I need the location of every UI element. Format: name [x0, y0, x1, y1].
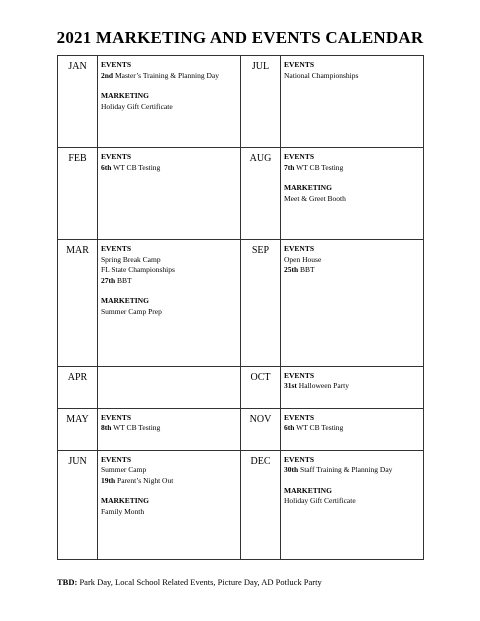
month-name: FEB [68, 153, 87, 165]
event-item [284, 255, 420, 266]
month-name: JUN [68, 455, 87, 467]
event-item [284, 71, 420, 82]
month-details-apr [98, 366, 241, 408]
marketing-item: Holiday Gift Certificate [284, 496, 356, 506]
month-cell-mar [58, 240, 98, 366]
marketing-label: MARKETING [284, 485, 332, 495]
month-cell-jan [58, 56, 98, 148]
event-day: 6th [101, 162, 112, 172]
month-details-sep [281, 240, 424, 366]
month-details-nov [281, 408, 424, 450]
event-item [101, 465, 237, 476]
event-item [101, 276, 237, 287]
month-cell-sep [241, 240, 281, 366]
month-cell-nov [241, 408, 281, 450]
marketing-label: MARKETING [284, 183, 332, 193]
month-name: JAN [68, 61, 87, 72]
calendar-row [58, 240, 424, 366]
events-label: EVENTS [284, 412, 315, 422]
month-details-jul [281, 56, 424, 148]
event-item [284, 381, 420, 392]
event-text: WT CB Testing [294, 162, 344, 172]
month-details-feb [98, 148, 241, 240]
event-day: 7th [284, 162, 295, 172]
marketing-label: MARKETING [101, 91, 149, 100]
month-details-may [98, 408, 241, 450]
events-label: EVENTS [101, 60, 132, 69]
events-label: EVENTS [284, 152, 315, 162]
calendar-row [58, 366, 424, 408]
event-day: 2nd [101, 70, 114, 80]
event-text: Parent’s Night Out [115, 475, 174, 485]
events-label: EVENTS [101, 454, 132, 464]
month-cell-aug [241, 148, 281, 240]
month-name: NOV [249, 413, 272, 425]
event-text: Summer Camp [101, 465, 147, 475]
month-cell-may [58, 408, 98, 450]
event-item [284, 465, 420, 476]
events-label: EVENTS [284, 60, 315, 69]
tbd-label: TBD: [57, 577, 78, 587]
event-text: BBT [298, 265, 315, 275]
calendar-row [58, 450, 424, 559]
month-details-jan [98, 56, 241, 148]
event-day: 30th [284, 465, 299, 475]
month-cell-dec [241, 450, 281, 559]
month-name: AUG [249, 153, 272, 165]
event-day: 19th [101, 475, 116, 485]
month-cell-oct [241, 366, 281, 408]
event-item [284, 265, 420, 276]
month-name: MAY [66, 413, 89, 425]
marketing-label: MARKETING [101, 296, 149, 306]
event-day: 8th [101, 423, 112, 433]
event-item [101, 265, 237, 276]
month-name: OCT [250, 371, 271, 383]
marketing-item: Family Month [101, 506, 145, 516]
marketing-item: Holiday Gift Certificate [101, 101, 173, 111]
event-item [101, 163, 237, 174]
event-item [101, 423, 237, 434]
month-name: JUL [251, 61, 270, 72]
page-title: 2021 MARKETING AND EVENTS CALENDAR [56, 28, 424, 47]
event-text: Open House [284, 254, 322, 264]
month-details-dec [281, 450, 424, 559]
event-text: WT CB Testing [111, 423, 161, 433]
marketing-item: Meet & Greet Booth [284, 193, 346, 203]
calendar-table [57, 55, 424, 560]
month-cell-jul [241, 56, 281, 148]
event-item [284, 163, 420, 174]
event-day: 6th [284, 423, 295, 433]
event-text: National Championships [284, 70, 359, 80]
tbd-text: Park Day, Local School Related Events, Picture Day, AD Potluck Party [77, 577, 322, 587]
event-text: BBT [115, 275, 132, 285]
event-text: Staff Training & Planning Day [298, 465, 393, 475]
events-label: EVENTS [101, 244, 132, 254]
tbd-note [57, 577, 457, 587]
marketing-label: MARKETING [101, 496, 149, 506]
marketing-item: Summer Camp Prep [101, 306, 162, 316]
event-day: 25th [284, 265, 299, 275]
event-item [284, 423, 420, 434]
month-cell-feb [58, 148, 98, 240]
month-name: APR [67, 371, 88, 383]
event-item [101, 255, 237, 266]
calendar-row [58, 56, 424, 148]
calendar-row [58, 148, 424, 240]
month-name: SEP [251, 245, 270, 257]
events-label: EVENTS [284, 244, 315, 254]
event-text: WT CB Testing [111, 162, 161, 172]
month-details-mar [98, 240, 241, 366]
month-cell-apr [58, 366, 98, 408]
calendar-row [58, 408, 424, 450]
event-day: 27th [101, 275, 116, 285]
month-details-jun [98, 450, 241, 559]
events-label: EVENTS [101, 152, 132, 162]
event-text: WT CB Testing [294, 423, 344, 433]
month-name: MAR [66, 245, 89, 257]
event-text: FL State Championships [101, 265, 175, 275]
event-item [101, 71, 237, 82]
month-cell-jun [58, 450, 98, 559]
event-item [101, 476, 237, 487]
events-label: EVENTS [284, 454, 315, 464]
month-name: DEC [250, 455, 271, 467]
month-details-oct [281, 366, 424, 408]
event-text: Spring Break Camp [101, 254, 161, 264]
event-text: Master’s Training & Planning Day [113, 70, 219, 80]
event-day: 31st [284, 381, 297, 391]
events-label: EVENTS [284, 370, 315, 380]
events-label: EVENTS [101, 412, 132, 422]
event-text: Halloween Party [296, 381, 349, 391]
month-details-aug [281, 148, 424, 240]
